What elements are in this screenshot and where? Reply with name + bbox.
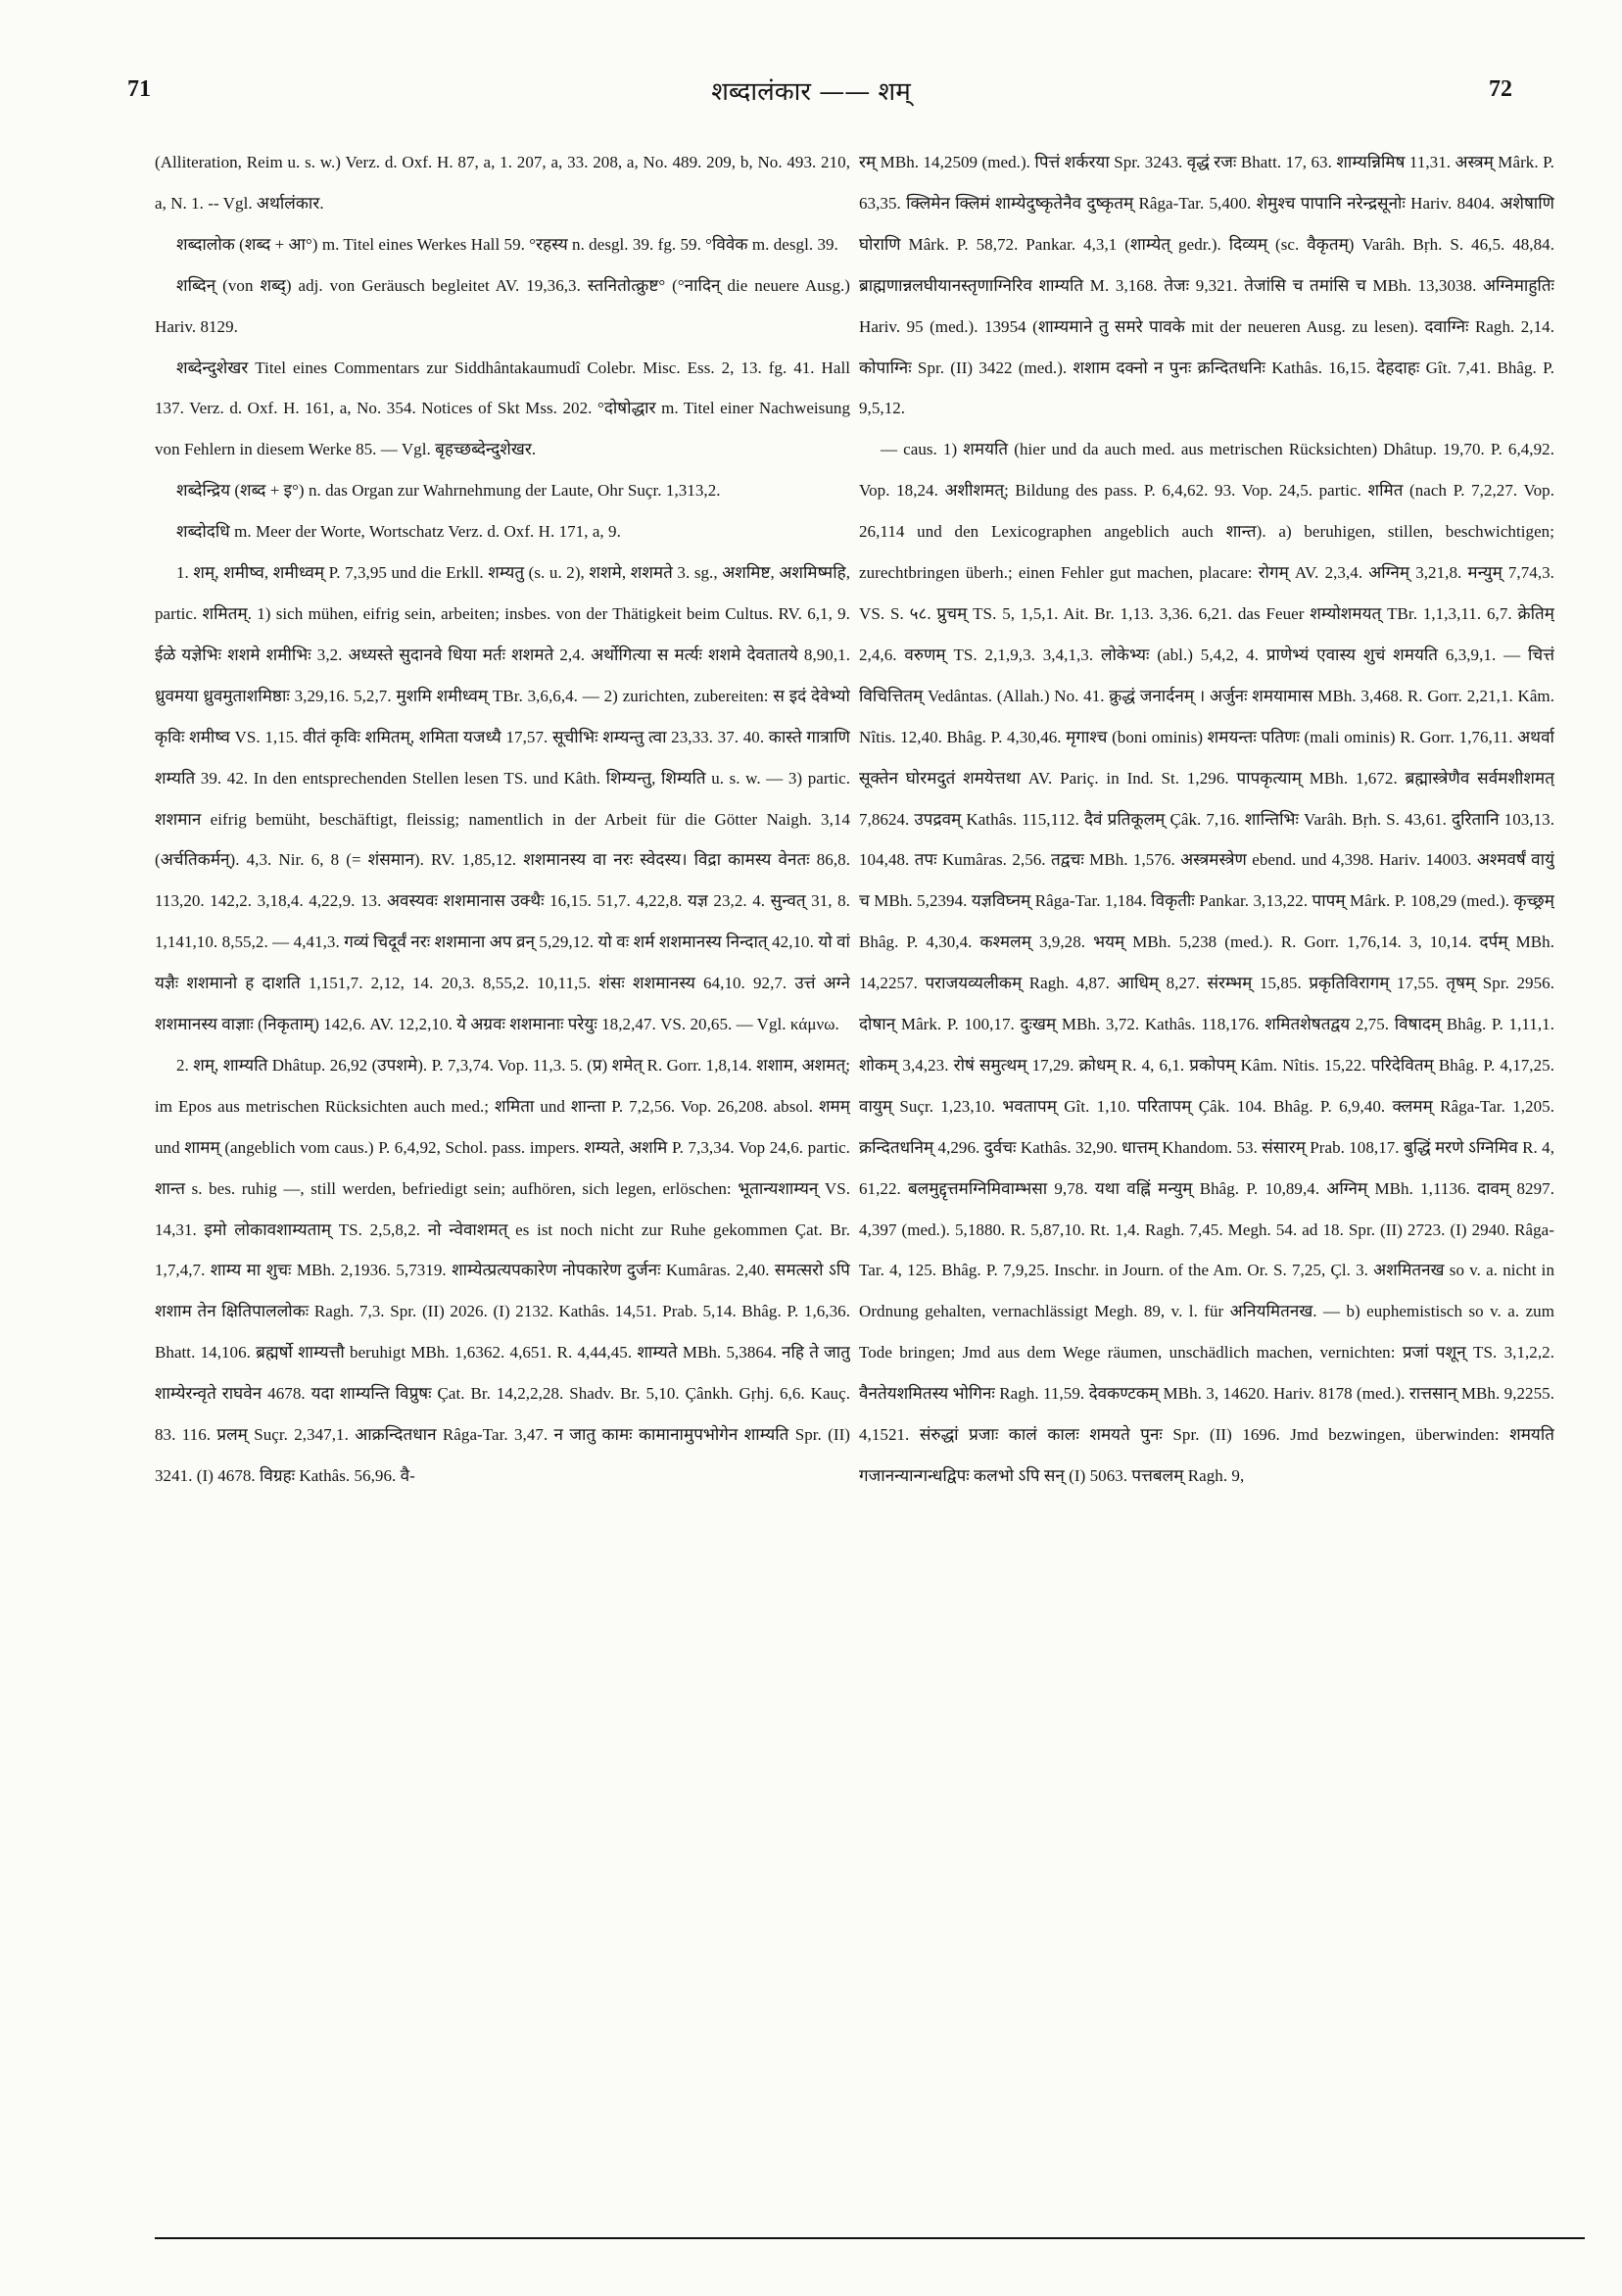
dictionary-entry: शब्देन्दुशेखर Titel eines Commentars zur Siddhântakaumudî Colebr. Misc. Ess. 2, 13. fg. 41. Hall 137. Verz. d. Oxf. H. 161, a, No. 354. Notices of Skt Mss. 202. °दोषोद्धार m. Titel einer Nachweisung von Fehlern in diesem Werke 85. — Vgl. बृहच्छब्देन्दुशेखर.	[155, 358, 850, 459]
dictionary-entry: 1. शम्, शमीष्व, शमीध्वम् P. 7,3,95 und die Erkll. शम्यतु (s. u. 2), शशमे, शशमते 3. sg., अशमिष्ट, अशमिष्महि, partic. शमितम्. 1) sich mühen, eifrig sein, arbeiten; insbes. von der Thätigkeit beim Cultus. RV. 6,1, 9. ईळे यज्ञेभिः शशमे शमीभिः 3,2. अध्यस्ते सुदानवे धिया मर्तः शशमते 2,4. अर्थोगित्या स मर्त्यः शशमे देवतातये 8,90,1. ध्रुवमया ध्रुवमुताशमिष्ठाः 3,29,16. 5,2,7. मुशमि शमीध्वम् TBr. 3,6,6,4. — 2) zurichten, zubereiten: स इदं देवेभ्यो कृविः शमीष्व VS. 1,15. वीतं कृविः शमितम्, शमिता यजध्यै 17,57. सूचीभिः शम्यन्तु त्वा 23,33. 37. 40. कास्ते गात्राणि शम्यति 39. 42. In den entsprechenden Stellen lesen TS. und Kâth. शिम्यन्तु, शिम्यति u. s. w. — 3) partic. शशमान eifrig bemüht, beschäftigt, fleissig; namentlich in der Arbeit für die Götter Naigh. 3,14 (अर्चतिकर्मन्). 4,3. Nir. 6, 8 (= शंसमान). RV. 1,85,12. शशमानस्य वा नरः स्वेदस्य। विद्रा कामस्य वेनतः 86,8. 113,20. 142,2. 3,18,4. 4,22,9. 13. अवस्यवः शशमानास उक्थैः 16,15. 51,7. 4,22,8. यज्ञ 23,2. 4. सुन्वत् 31, 8. 1,141,10. 8,55,2. — 4,41,3. गव्यं चिदूर्वं नरः शशमाना अप व्रन् 5,29,12. यो वः शर्म शशमानस्य निन्दात् 42,10. यो वां यज्ञैः शशमानो ह दाशति 1,151,7. 2,12, 14. 20,3. 8,55,2. 10,11,5. शंसः शशमानस्य 64,10. 92,7. उत्तं अग्ने शशमानस्य वाज्ञाः (निकृताम्) 142,6. AV. 12,2,10. ये अग्रवः शशमानाः परेयुः 18,2,47. VS. 20,65. — Vgl. κάμνω.	[155, 563, 850, 1034]
running-head: शब्दालंकार —— शम्	[711, 77, 911, 107]
right-column	[859, 142, 1554, 2140]
footer-rule	[155, 2237, 1585, 2239]
dictionary-entry: शब्देन्द्रिय (शब्द + इ°) n. das Organ zur Wahrnehmung der Laute, Ohr Suçr. 1,313,2.	[176, 481, 721, 501]
left-column	[155, 142, 850, 2140]
dictionary-entry: रम् MBh. 14,2509 (med.). पित्तं शर्करया Spr. 3243. वृद्धं रजः Bhatt. 17, 63. शाम्यन्निमिष 11,31. अस्त्रम् Mârk. P. 63,35. क्लिमेन क्लिमं शाम्येदुष्कृतेनैव दुष्कृतम् Râga-Tar. 5,400. शेमुश्च पापानि नरेन्द्रसूनोः Hariv. 8404. अशेषाणि घोराणि Mârk. P. 58,72. Pankar. 4,3,1 (शाम्येत् gedr.). दिव्यम् (sc. वैकृतम्) Varâh. Bṛh. S. 46,5. 48,84. ब्राह्मणान्नलघीयानस्तृणाग्निरिव शाम्यति M. 3,168. तेजः 9,321. तेजांसि च तमांसि च MBh. 13,3038. अग्निमाहुतिः Hariv. 95 (med.). 13954 (शाम्यमाने तु समरे पावके mit der neueren Ausg. zu lesen). दवाग्निः Ragh. 2,14. कोपाग्निः Spr. (II) 3422 (med.). शशाम दक्नो न पुनः क्रन्दितधनिः Kathâs. 16,15. देहदाहः Gît. 7,41. Bhâg. P. 9,5,12.	[859, 153, 1554, 418]
dictionary-entry: — caus. 1) शमयति (hier und da auch med. aus metrischen Rücksichten) Dhâtup. 19,70. P. 6,4,92. Vop. 18,24. अशीशमत्; Bildung des pass. P. 6,4,62. 93. Vop. 24,5. partic. शमित (nach P. 7,2,27. Vop. 26,114 und den Lexicographen angeblich auch शान्त). a) beruhigen, stillen, beschwichtigen; zurechtbringen überh.; einen Fehler gut machen, placare: रोगम् AV. 2,3,4. अग्निम् 3,21,8. मन्युम् 7,74,3. VS. S. ५८. प्रुचम् TS. 5, 1,5,1. Ait. Br. 1,13. 3,36. 6,21. das Feuer शम्योशमयत् TBr. 1,1,3,11. 6,7. क्रेतिम् 2,4,6. वरुणम् TS. 2,1,9,3. 3,4,1,3. लोकेभ्यः (abl.) 5,4,2, 4. प्राणेभ्यं एवास्य शुचं शमयति 6,3,9,1. — चित्तं विचित्तितम् Vedântas. (Allah.) No. 41. क्रुद्धं जनार्दनम् । अर्जुनः शमयामास MBh. 3,468. R. Gorr. 2,21,1. Kâm. Nîtis. 12,40. Bhâg. P. 4,30,46. मृगाश्च (boni ominis) शमयन्तः पतिणः (mali ominis) R. Gorr. 1,76,11. अथर्वा सूक्तेन घोरमदुतं शमयेत्तथा AV. Pariç. in Ind. St. 1,296. पापकृत्याम् MBh. 1,672. ब्रह्मास्त्रेणैव सर्वमशीशमत् 7,8624. उपद्रवम् Kathâs. 115,112. दैवं प्रतिकूलम् Çâk. 7,16. शान्तिभिः Varâh. Bṛh. S. 43,61. दुरितानि 103,13. 104,48. तपः Kumâras. 2,56. तद्वचः MBh. 1,576. अस्त्रमस्त्रेण ebend. und 4,398. Hariv. 14003. अश्मवर्षं वायुं च MBh. 5,2394. यज्ञविघ्नम् Râga-Tar. 1,184. विकृतीः Pankar. 3,13,22. पापम् Mârk. P. 108,29 (med.). कृच्छ्रम् Bhâg. P. 4,30,4. कश्मलम् 3,9,28. भयम् MBh. 5,238 (med.). R. Gorr. 1,76,14. 3, 10,14. दर्पम् MBh. 14,2257. पराजयव्यलीकम् Ragh. 4,87. आधिम् 8,27. संरम्भम् 15,85. प्रकृतिविरागम् 17,55. तृषम् Spr. 2956. दोषान् Mârk. P. 100,17. दुःखम् MBh. 3,72. Kathâs. 118,176. शमितशेषतद्वय 2,75. विषादम् Bhâg. P. 1,11,1. शोकम् 3,4,23. रोषं समुत्थम् 17,29. क्रोधम् R. 4, 6,1. प्रकोपम् Kâm. Nîtis. 15,22. परिदेवितम् Bhâg. P. 4,17,25. वायुम् Suçr. 1,23,10. भवतापम् Gît. 1,10. परितापम् Çâk. 104. Bhâg. P. 6,9,40. क्लमम् Râga-Tar. 1,205. क्रन्दितधनिम् 4,296. दुर्वचः Kathâs. 32,90. धात्तम् Khandom. 53. संसारम् Prab. 108,17. बुद्धिं मरणे ऽग्निमिव R. 4, 61,22. बलमुद्दृत्तमग्निमिवाम्भसा 9,78. यथा वह्निं मन्युम् Bhâg. P. 10,89,4. अग्निम् MBh. 1,1136. दावम् 8297. 4,397 (med.). 5,1880. R. 5,87,10. Rt. 1,4. Ragh. 7,45. Megh. 54. ad 18. Spr. (II) 2723. (I) 2940. Râga-Tar. 4, 125. Bhâg. P. 7,9,25. Inschr. in Journ. of the Am. Or. S. 7,25, Çl. 3. अशमितनख so v. a. nicht in Ordnung gehalten, vernachlässigt Megh. 89, v. l. für अनियमितनख. — b) euphemistisch so v. a. zum Tode bringen; Jmd aus dem Wege räumen, unschädlich machen, vernichten: प्रजां पशून् TS. 3,1,2,2. वैनतेयशमितस्य भोगिनः Ragh. 11,59. देवकण्टकम् MBh. 3, 14620. Hariv. 8178 (med.). रात्तसान् MBh. 9,2255. 4,1521. संरुद्धां प्रजाः कालं कालः शमयते पुनः Spr. (II) 1696. Jmd bezwingen, überwinden: शमयति गजानन्यान्गन्धद्विपः कलभो ऽपि सन् (I) 5063. पत्तबलम् Ragh. 9,	[859, 440, 1554, 1485]
dictionary-entry: शब्दिन् (von शब्द्) adj. von Geräusch begleitet AV. 19,36,3. स्तनितोत्क्रुष्ट° (°नादिन् die neuere Ausg.) Hariv. 8129.	[155, 275, 850, 336]
left-page-number: 71	[127, 76, 151, 102]
dictionary-entry: (Alliteration, Reim u. s. w.) Verz. d. Oxf. H. 87, a, 1. 207, a, 33. 208, a, No. 489. 209, b, No. 493. 210, a, N. 1. -- Vgl. अर्थालंकार.	[155, 153, 850, 213]
dictionary-entry: शब्दालोक (शब्द + आ°) m. Titel eines Werkes Hall 59. °रहस्य n. desgl. 39. fg. 59. °विवेक m. desgl. 39.	[176, 234, 838, 254]
dictionary-entry: शब्दोदधि m. Meer der Worte, Wortschatz Verz. d. Oxf. H. 171, a, 9.	[176, 522, 621, 542]
dictionary-entry: 2. शम्, शाम्यति Dhâtup. 26,92 (उपशमे). P. 7,3,74. Vop. 11,3. 5. (प्र) शमेत् R. Gorr. 1,8,14. शशाम, अशमत्; im Epos aus metrischen Rücksichten auch med.; शमिता und शान्ता P. 7,2,56. Vop. 26,208. absol. शमम् und शामम् (angeblich vom caus.) P. 6,4,92, Schol. pass. impers. शम्यते, अशमि P. 7,3,34. Vop 24,6. partic. शान्त s. bes. ruhig —, still werden, befriedigt sein; aufhören, sich legen, erlöschen: भूतान्यशाम्यन् VS. 14,31. इमो लोकावशाम्यताम् TS. 2,5,8,2. नो न्वेवाशमत् es ist noch nicht zur Ruhe gekommen Çat. Br. 1,7,4,7. शाम्य मा शुचः MBh. 2,1936. 5,7319. शाम्येत्प्रत्यपकारेण नोपकारेण दुर्जनः Kumâras. 2,40. समत्सरो ऽपि शशाम तेन क्षितिपाललोकः Ragh. 7,3. Spr. (II) 2026. (I) 2132. Kathâs. 14,51. Prab. 5,14. Bhâg. P. 1,6,36. Bhatt. 14,106. ब्रह्मर्षो शाम्यत्तौ beruhigt MBh. 1,6362. 4,651. R. 4,44,45. शाम्यते MBh. 5,3864. नहि ते जातु शाम्येरन्वृते राघवेन 4678. यदा शाम्यन्ति विप्रुषः Çat. Br. 14,2,2,28. Shadv. Br. 5,10. Çânkh. Gṛhj. 6,6. Kauç. 83. 116. प्रलम् Suçr. 2,347,1. आक्रन्दितधान Râga-Tar. 3,47. न जातु कामः कामानामुपभोगेन शाम्यति Spr. (II) 3241. (I) 4678. विग्रहः Kathâs. 56,96. वै-	[155, 1055, 850, 1485]
right-page-number: 72	[1489, 76, 1512, 102]
